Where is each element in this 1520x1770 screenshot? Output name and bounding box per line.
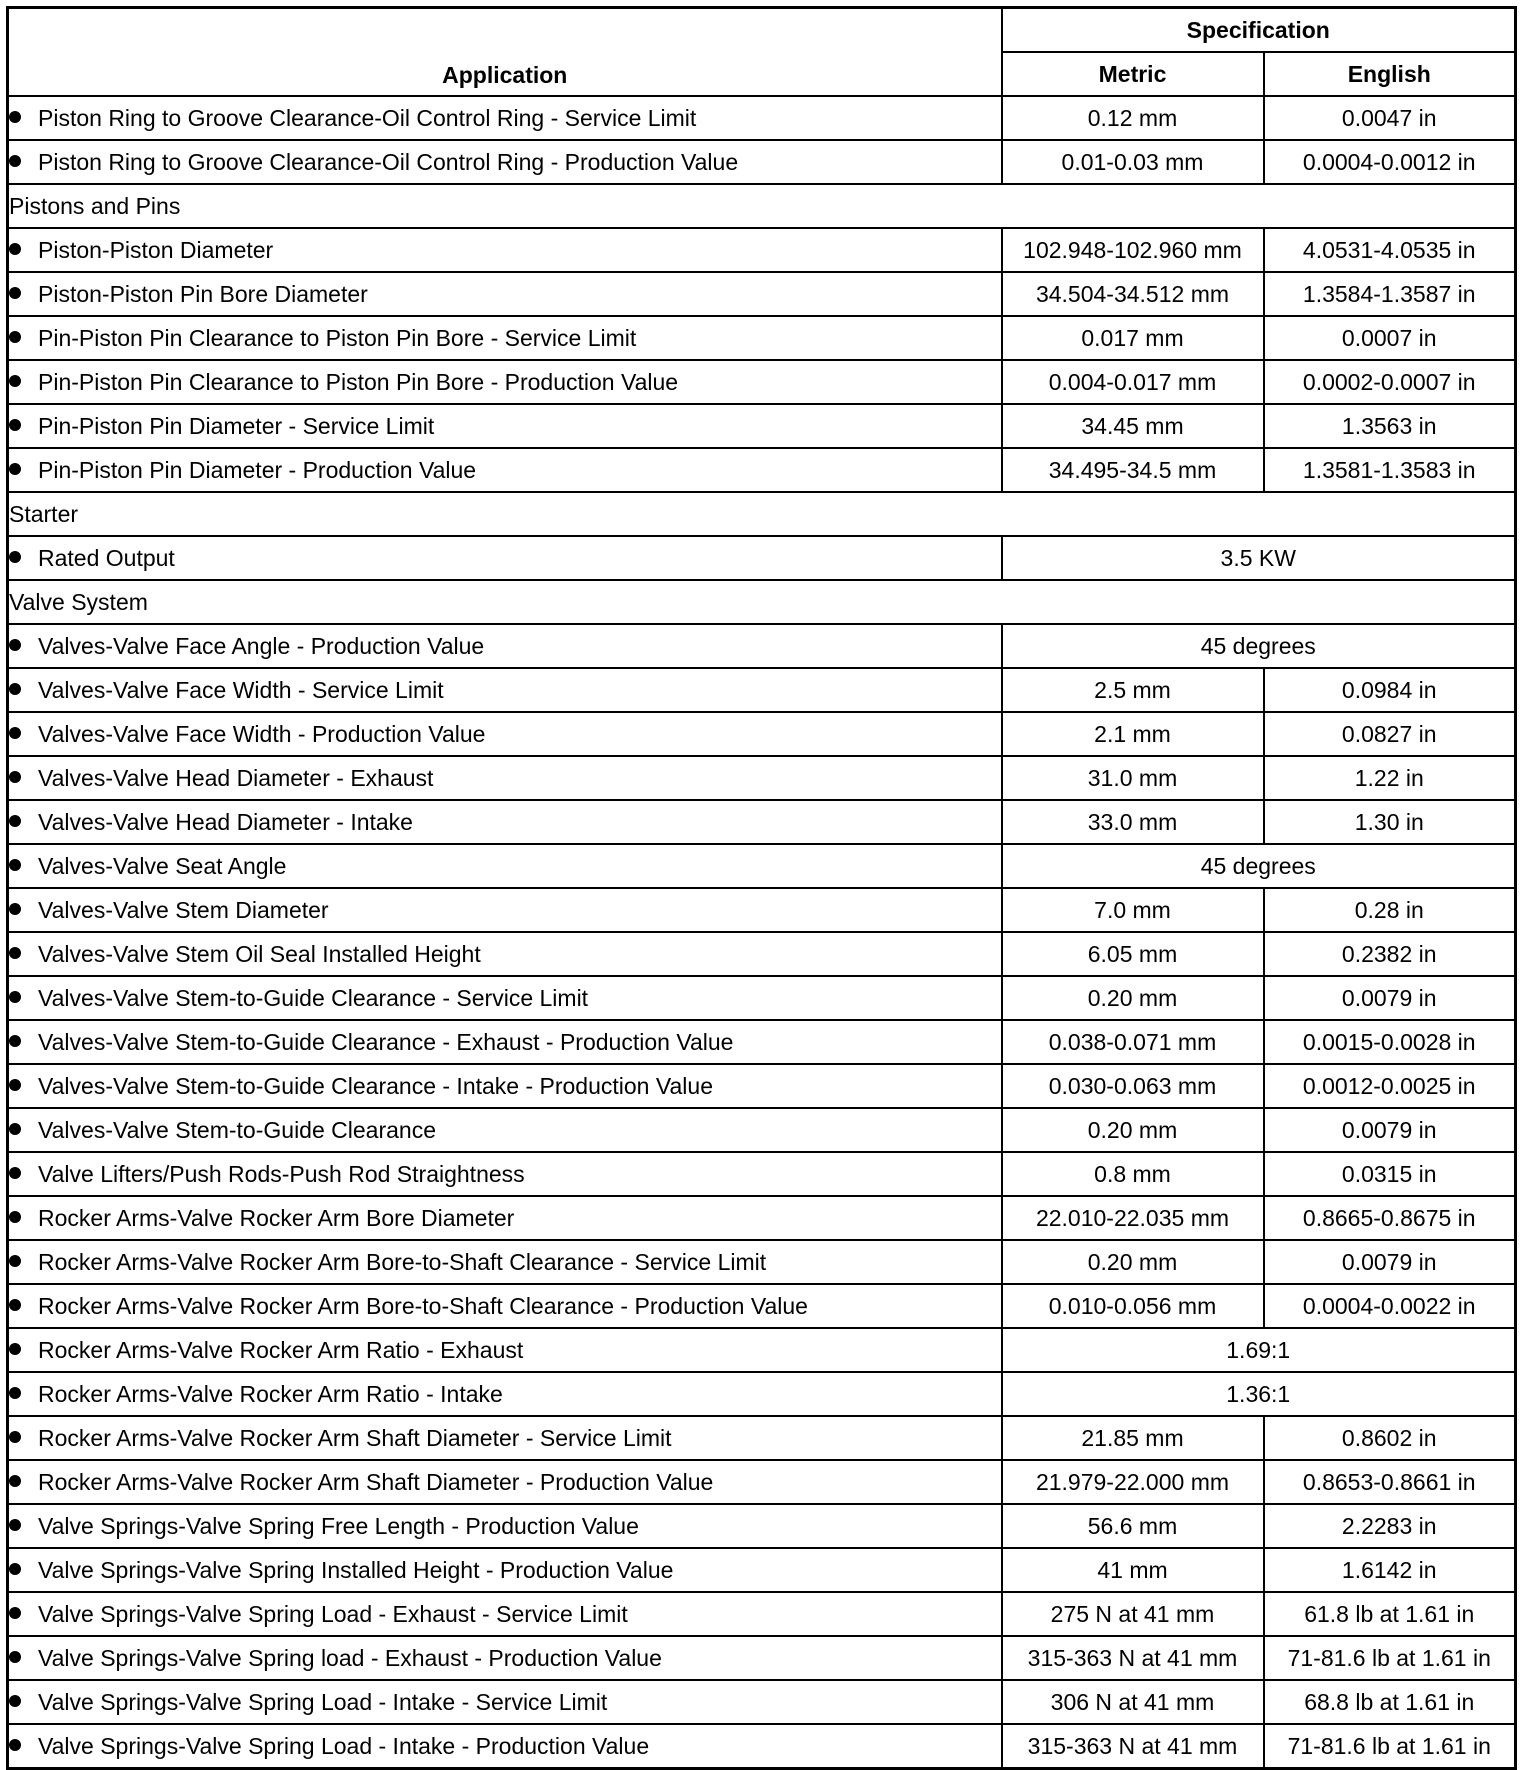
header-row-top bbox=[8, 8, 1516, 53]
bullet-icon bbox=[9, 1695, 21, 1707]
table-row bbox=[8, 1636, 1516, 1680]
english-cell: 4.0531-4.0535 in bbox=[1264, 228, 1516, 272]
application-text: Valves-Valve Seat Angle bbox=[38, 852, 287, 879]
metric-cell: 102.948-102.960 mm bbox=[1002, 228, 1264, 272]
table-row bbox=[8, 888, 1516, 932]
section-label: Starter bbox=[8, 492, 1516, 536]
table-row bbox=[8, 1284, 1516, 1328]
english-cell: 71-81.6 lb at 1.61 in bbox=[1264, 1724, 1516, 1769]
bullet-icon bbox=[9, 1431, 21, 1443]
bullet-icon bbox=[9, 551, 21, 563]
application-text: Valves-Valve Face Width - Service Limit bbox=[38, 676, 444, 703]
bullet-icon bbox=[9, 771, 21, 783]
english-cell: 0.8665-0.8675 in bbox=[1264, 1196, 1516, 1240]
metric-cell: 41 mm bbox=[1002, 1548, 1264, 1592]
application-text: Rocker Arms-Valve Rocker Arm Bore Diameter bbox=[38, 1204, 515, 1231]
application-cell bbox=[8, 96, 1002, 140]
table-row bbox=[8, 1592, 1516, 1636]
application-cell bbox=[8, 316, 1002, 360]
english-cell: 0.8653-0.8661 in bbox=[1264, 1460, 1516, 1504]
application-text: Valve Springs-Valve Spring Installed Height - Production Value bbox=[38, 1556, 674, 1583]
bullet-icon bbox=[9, 1299, 21, 1311]
english-header: English bbox=[1264, 52, 1516, 96]
metric-cell: 56.6 mm bbox=[1002, 1504, 1264, 1548]
table-row bbox=[8, 1328, 1516, 1372]
table-row bbox=[8, 140, 1516, 184]
application-text: Valve Springs-Valve Spring load - Exhaust - Production Value bbox=[38, 1644, 662, 1671]
application-text: Rocker Arms-Valve Rocker Arm Ratio - Intake bbox=[38, 1380, 503, 1407]
metric-cell: 0.01-0.03 mm bbox=[1002, 140, 1264, 184]
application-text: Piston-Piston Pin Bore Diameter bbox=[38, 280, 368, 307]
english-cell: 0.0015-0.0028 in bbox=[1264, 1020, 1516, 1064]
application-text: Rocker Arms-Valve Rocker Arm Shaft Diameter - Production Value bbox=[38, 1468, 714, 1495]
application-cell bbox=[8, 712, 1002, 756]
bullet-icon bbox=[9, 243, 21, 255]
spec-table bbox=[6, 6, 1517, 1770]
application-cell bbox=[8, 1636, 1002, 1680]
application-text: Rocker Arms-Valve Rocker Arm Bore-to-Shaft Clearance - Production Value bbox=[38, 1292, 808, 1319]
application-cell bbox=[8, 668, 1002, 712]
metric-cell: 7.0 mm bbox=[1002, 888, 1264, 932]
table-row bbox=[8, 976, 1516, 1020]
english-cell: 0.0079 in bbox=[1264, 1108, 1516, 1152]
application-cell bbox=[8, 360, 1002, 404]
bullet-icon bbox=[9, 1607, 21, 1619]
application-text: Piston-Piston Diameter bbox=[38, 236, 274, 263]
spec-value-cell: 3.5 KW bbox=[1002, 536, 1516, 580]
english-cell: 0.0004-0.0012 in bbox=[1264, 140, 1516, 184]
table-row bbox=[8, 800, 1516, 844]
application-cell bbox=[8, 1328, 1002, 1372]
bullet-icon bbox=[9, 1035, 21, 1047]
table-row bbox=[8, 668, 1516, 712]
application-text: Pin-Piston Pin Clearance to Piston Pin Bore - Production Value bbox=[38, 368, 679, 395]
bullet-icon bbox=[9, 683, 21, 695]
application-text: Piston Ring to Groove Clearance-Oil Control Ring - Production Value bbox=[38, 148, 739, 175]
application-cell bbox=[8, 448, 1002, 492]
bullet-icon bbox=[9, 1739, 21, 1751]
english-cell: 61.8 lb at 1.61 in bbox=[1264, 1592, 1516, 1636]
application-cell bbox=[8, 976, 1002, 1020]
specification-header: Specification bbox=[1002, 8, 1516, 53]
metric-cell: 0.004-0.017 mm bbox=[1002, 360, 1264, 404]
english-cell: 0.0827 in bbox=[1264, 712, 1516, 756]
application-text: Valves-Valve Head Diameter - Exhaust bbox=[38, 764, 434, 791]
metric-cell: 0.038-0.071 mm bbox=[1002, 1020, 1264, 1064]
application-text: Valves-Valve Face Angle - Production Value bbox=[38, 632, 485, 659]
application-text: Pin-Piston Pin Clearance to Piston Pin Bore - Service Limit bbox=[38, 324, 637, 351]
application-cell bbox=[8, 1548, 1002, 1592]
application-cell bbox=[8, 844, 1002, 888]
application-text: Rocker Arms-Valve Rocker Arm Shaft Diameter - Service Limit bbox=[38, 1424, 672, 1451]
application-cell bbox=[8, 1196, 1002, 1240]
application-cell bbox=[8, 1592, 1002, 1636]
table-row bbox=[8, 272, 1516, 316]
application-text: Rated Output bbox=[38, 544, 175, 571]
metric-cell: 21.979-22.000 mm bbox=[1002, 1460, 1264, 1504]
application-cell bbox=[8, 624, 1002, 668]
bullet-icon bbox=[9, 155, 21, 167]
bullet-icon bbox=[9, 1343, 21, 1355]
section-row bbox=[8, 580, 1516, 624]
bullet-icon bbox=[9, 331, 21, 343]
table-row bbox=[8, 1020, 1516, 1064]
english-cell: 0.0012-0.0025 in bbox=[1264, 1064, 1516, 1108]
application-cell bbox=[8, 1724, 1002, 1769]
application-cell bbox=[8, 800, 1002, 844]
application-cell bbox=[8, 1152, 1002, 1196]
application-cell bbox=[8, 536, 1002, 580]
table-row bbox=[8, 1064, 1516, 1108]
section-row bbox=[8, 492, 1516, 536]
bullet-icon bbox=[9, 1167, 21, 1179]
bullet-icon bbox=[9, 815, 21, 827]
english-cell: 0.0007 in bbox=[1264, 316, 1516, 360]
application-cell bbox=[8, 1284, 1002, 1328]
table-row bbox=[8, 1240, 1516, 1284]
metric-cell: 315-363 N at 41 mm bbox=[1002, 1636, 1264, 1680]
english-cell: 68.8 lb at 1.61 in bbox=[1264, 1680, 1516, 1724]
application-cell bbox=[8, 1020, 1002, 1064]
table-row bbox=[8, 1152, 1516, 1196]
bullet-icon bbox=[9, 1211, 21, 1223]
application-cell bbox=[8, 888, 1002, 932]
bullet-icon bbox=[9, 1475, 21, 1487]
bullet-icon bbox=[9, 375, 21, 387]
application-cell bbox=[8, 1372, 1002, 1416]
bullet-icon bbox=[9, 947, 21, 959]
metric-cell: 0.010-0.056 mm bbox=[1002, 1284, 1264, 1328]
bullet-icon bbox=[9, 1519, 21, 1531]
table-row bbox=[8, 1416, 1516, 1460]
application-cell bbox=[8, 1108, 1002, 1152]
application-cell bbox=[8, 1240, 1002, 1284]
bullet-icon bbox=[9, 859, 21, 871]
spec-value-cell: 1.69:1 bbox=[1002, 1328, 1516, 1372]
english-cell: 2.2283 in bbox=[1264, 1504, 1516, 1548]
application-cell bbox=[8, 1460, 1002, 1504]
table-row bbox=[8, 360, 1516, 404]
spec-value-cell: 45 degrees bbox=[1002, 844, 1516, 888]
application-text: Valves-Valve Face Width - Production Value bbox=[38, 720, 486, 747]
metric-cell: 306 N at 41 mm bbox=[1002, 1680, 1264, 1724]
application-header: Application bbox=[8, 8, 1002, 97]
application-text: Valve Springs-Valve Spring Load - Intake - Production Value bbox=[38, 1732, 650, 1759]
english-cell: 1.30 in bbox=[1264, 800, 1516, 844]
bullet-icon bbox=[9, 1255, 21, 1267]
english-cell: 71-81.6 lb at 1.61 in bbox=[1264, 1636, 1516, 1680]
table-row bbox=[8, 448, 1516, 492]
application-text: Valves-Valve Stem Diameter bbox=[38, 896, 329, 923]
english-cell: 1.3584-1.3587 in bbox=[1264, 272, 1516, 316]
metric-cell: 34.495-34.5 mm bbox=[1002, 448, 1264, 492]
bullet-icon bbox=[9, 463, 21, 475]
table-row bbox=[8, 756, 1516, 800]
bullet-icon bbox=[9, 419, 21, 431]
english-cell: 0.0079 in bbox=[1264, 1240, 1516, 1284]
metric-cell: 315-363 N at 41 mm bbox=[1002, 1724, 1264, 1769]
application-text: Rocker Arms-Valve Rocker Arm Ratio - Exhaust bbox=[38, 1336, 524, 1363]
english-cell: 0.0047 in bbox=[1264, 96, 1516, 140]
application-cell bbox=[8, 1680, 1002, 1724]
section-label: Pistons and Pins bbox=[8, 184, 1516, 228]
table-row bbox=[8, 316, 1516, 360]
application-cell bbox=[8, 756, 1002, 800]
english-cell: 0.8602 in bbox=[1264, 1416, 1516, 1460]
bullet-icon bbox=[9, 991, 21, 1003]
english-cell: 0.28 in bbox=[1264, 888, 1516, 932]
metric-cell: 0.8 mm bbox=[1002, 1152, 1264, 1196]
table-header bbox=[8, 8, 1516, 97]
english-cell: 1.22 in bbox=[1264, 756, 1516, 800]
metric-cell: 0.20 mm bbox=[1002, 1108, 1264, 1152]
metric-cell: 33.0 mm bbox=[1002, 800, 1264, 844]
application-cell bbox=[8, 228, 1002, 272]
metric-cell: 2.1 mm bbox=[1002, 712, 1264, 756]
table-row bbox=[8, 1724, 1516, 1769]
metric-cell: 6.05 mm bbox=[1002, 932, 1264, 976]
metric-cell: 0.20 mm bbox=[1002, 976, 1264, 1020]
metric-cell: 22.010-22.035 mm bbox=[1002, 1196, 1264, 1240]
english-cell: 0.0079 in bbox=[1264, 976, 1516, 1020]
application-text: Piston Ring to Groove Clearance-Oil Control Ring - Service Limit bbox=[38, 104, 697, 131]
bullet-icon bbox=[9, 1079, 21, 1091]
metric-cell: 34.504-34.512 mm bbox=[1002, 272, 1264, 316]
spec-value-cell: 1.36:1 bbox=[1002, 1372, 1516, 1416]
table-row bbox=[8, 1372, 1516, 1416]
application-text: Valves-Valve Stem-to-Guide Clearance - Intake - Production Value bbox=[38, 1072, 713, 1099]
bullet-icon bbox=[9, 1387, 21, 1399]
bullet-icon bbox=[9, 903, 21, 915]
metric-cell: 31.0 mm bbox=[1002, 756, 1264, 800]
table-row bbox=[8, 1460, 1516, 1504]
english-cell: 1.3563 in bbox=[1264, 404, 1516, 448]
english-cell: 1.6142 in bbox=[1264, 1548, 1516, 1592]
bullet-icon bbox=[9, 727, 21, 739]
table-row bbox=[8, 536, 1516, 580]
application-text: Pin-Piston Pin Diameter - Service Limit bbox=[38, 412, 435, 439]
table-row bbox=[8, 624, 1516, 668]
english-cell: 0.0002-0.0007 in bbox=[1264, 360, 1516, 404]
metric-header: Metric bbox=[1002, 52, 1264, 96]
section-label: Valve System bbox=[8, 580, 1516, 624]
table-row bbox=[8, 1548, 1516, 1592]
application-cell bbox=[8, 1504, 1002, 1548]
application-text: Valves-Valve Stem Oil Seal Installed Height bbox=[38, 940, 481, 967]
table-row bbox=[8, 712, 1516, 756]
bullet-icon bbox=[9, 1651, 21, 1663]
application-text: Pin-Piston Pin Diameter - Production Value bbox=[38, 456, 477, 483]
table-row bbox=[8, 1680, 1516, 1724]
metric-cell: 2.5 mm bbox=[1002, 668, 1264, 712]
application-cell bbox=[8, 932, 1002, 976]
table-row bbox=[8, 1196, 1516, 1240]
application-text: Rocker Arms-Valve Rocker Arm Bore-to-Shaft Clearance - Service Limit bbox=[38, 1248, 767, 1275]
metric-cell: 0.030-0.063 mm bbox=[1002, 1064, 1264, 1108]
bullet-icon bbox=[9, 639, 21, 651]
application-cell bbox=[8, 1416, 1002, 1460]
table-body bbox=[8, 96, 1516, 1769]
bullet-icon bbox=[9, 287, 21, 299]
application-text: Valve Springs-Valve Spring Free Length - Production Value bbox=[38, 1512, 639, 1539]
application-text: Valve Springs-Valve Spring Load - Intake - Service Limit bbox=[38, 1688, 608, 1715]
english-cell: 0.0984 in bbox=[1264, 668, 1516, 712]
metric-cell: 0.017 mm bbox=[1002, 316, 1264, 360]
bullet-icon bbox=[9, 111, 21, 123]
application-cell bbox=[8, 404, 1002, 448]
table-row bbox=[8, 228, 1516, 272]
application-text: Valves-Valve Stem-to-Guide Clearance - Exhaust - Production Value bbox=[38, 1028, 734, 1055]
application-text: Valve Springs-Valve Spring Load - Exhaust - Service Limit bbox=[38, 1600, 628, 1627]
application-text: Valve Lifters/Push Rods-Push Rod Straightness bbox=[38, 1160, 525, 1187]
table-row bbox=[8, 1504, 1516, 1548]
table-row bbox=[8, 404, 1516, 448]
metric-cell: 275 N at 41 mm bbox=[1002, 1592, 1264, 1636]
bullet-icon bbox=[9, 1123, 21, 1135]
metric-cell: 21.85 mm bbox=[1002, 1416, 1264, 1460]
application-cell bbox=[8, 140, 1002, 184]
application-cell bbox=[8, 272, 1002, 316]
table-row bbox=[8, 844, 1516, 888]
table-row bbox=[8, 96, 1516, 140]
metric-cell: 0.20 mm bbox=[1002, 1240, 1264, 1284]
application-text: Valves-Valve Stem-to-Guide Clearance - Service Limit bbox=[38, 984, 589, 1011]
spec-value-cell: 45 degrees bbox=[1002, 624, 1516, 668]
english-cell: 0.2382 in bbox=[1264, 932, 1516, 976]
bullet-icon bbox=[9, 1563, 21, 1575]
table-row bbox=[8, 932, 1516, 976]
english-cell: 0.0315 in bbox=[1264, 1152, 1516, 1196]
table-row bbox=[8, 1108, 1516, 1152]
application-text: Valves-Valve Head Diameter - Intake bbox=[38, 808, 413, 835]
metric-cell: 0.12 mm bbox=[1002, 96, 1264, 140]
application-text: Valves-Valve Stem-to-Guide Clearance bbox=[38, 1116, 436, 1143]
english-cell: 1.3581-1.3583 in bbox=[1264, 448, 1516, 492]
metric-cell: 34.45 mm bbox=[1002, 404, 1264, 448]
section-row bbox=[8, 184, 1516, 228]
english-cell: 0.0004-0.0022 in bbox=[1264, 1284, 1516, 1328]
application-cell bbox=[8, 1064, 1002, 1108]
